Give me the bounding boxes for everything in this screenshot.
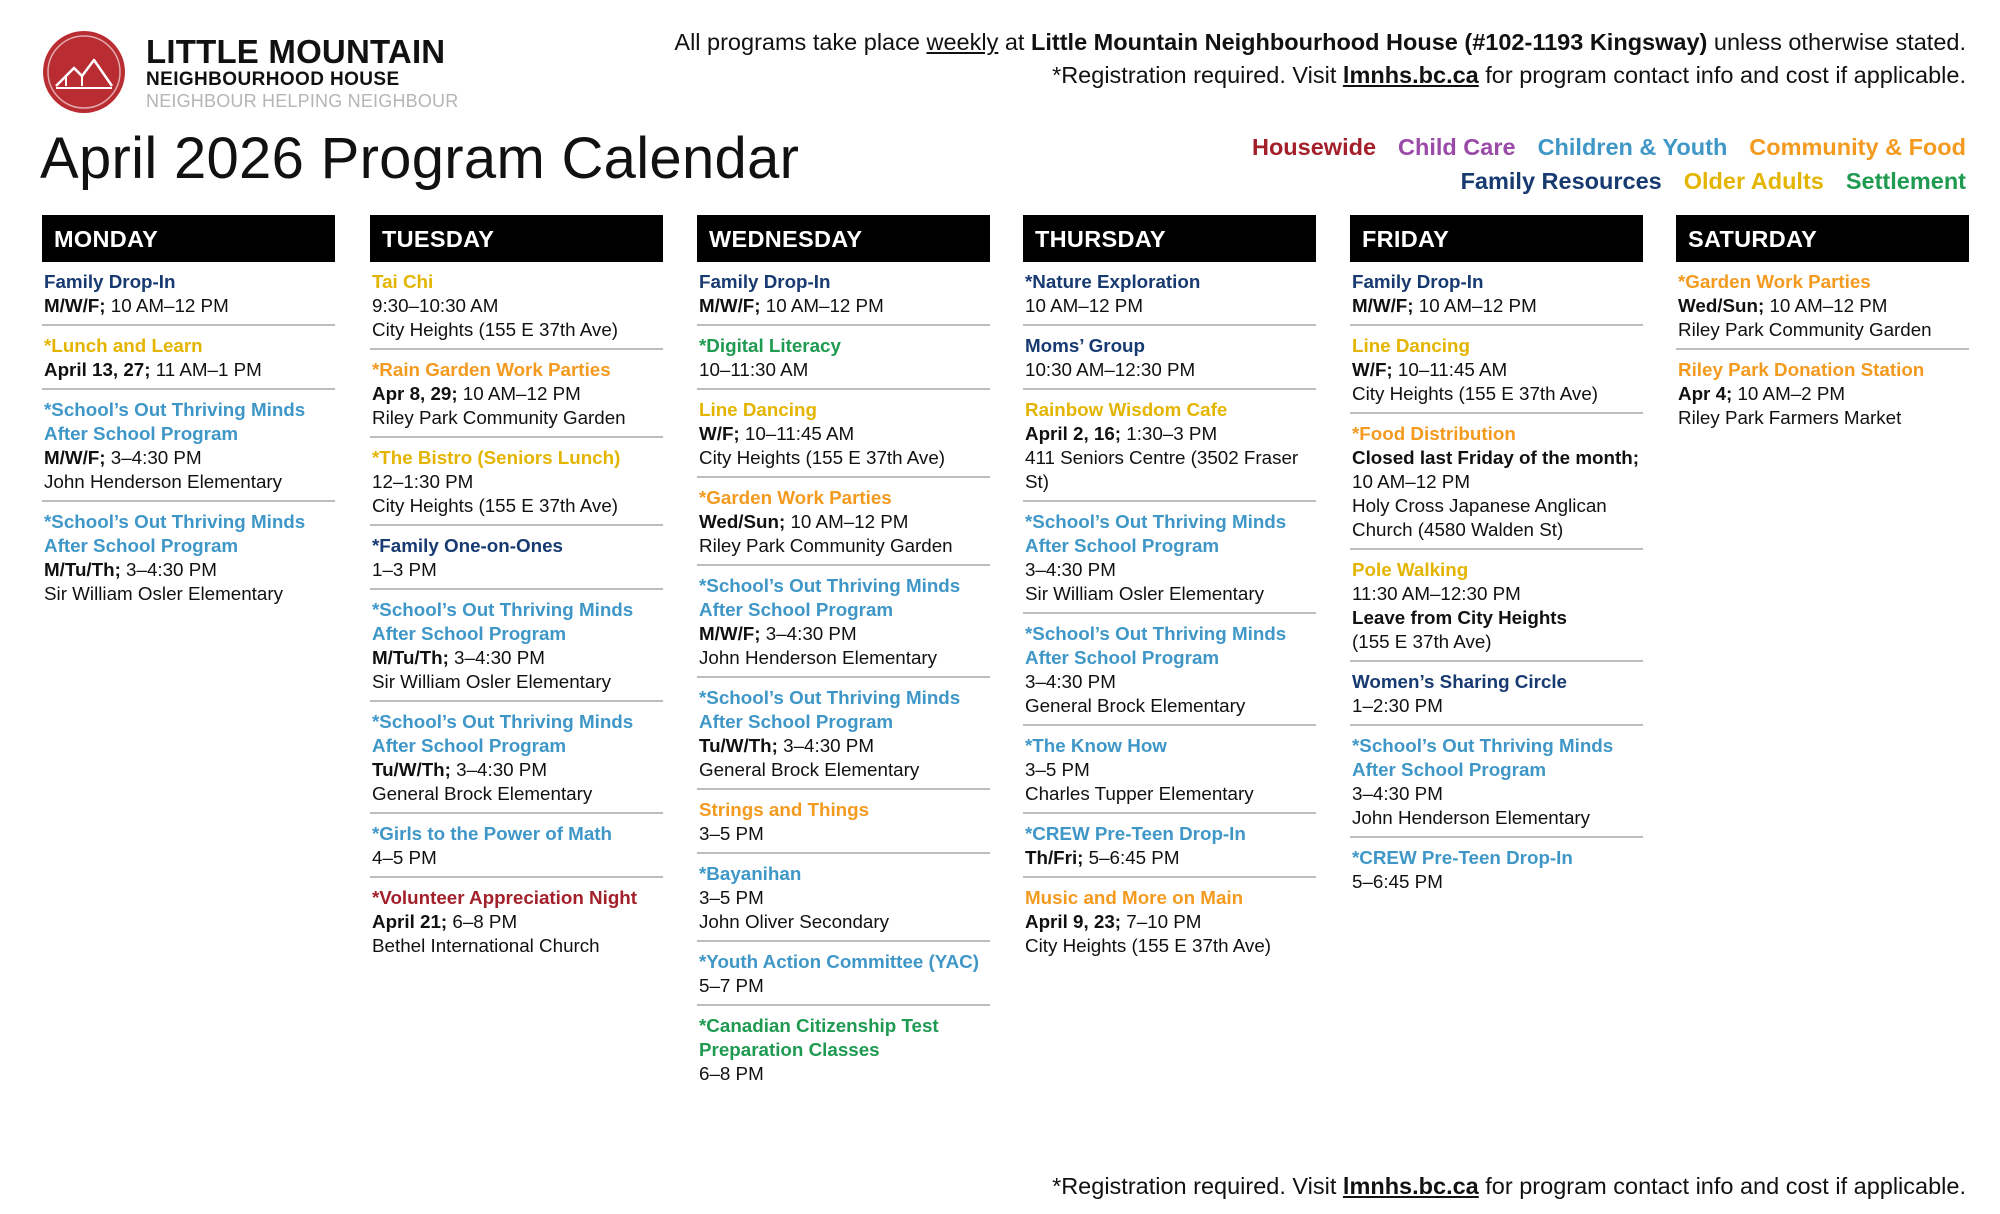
program-entry [1350,414,1643,550]
notice-text: *Registration required. Visit [1052,1173,1343,1199]
program-title: *Digital Literacy [699,335,841,356]
program-title: *Canadian Citizenship Test Preparation Classes [699,1015,939,1060]
program-entry [1023,326,1316,390]
program-time: 3–4:30 PM [448,647,545,668]
program-schedule [372,758,663,782]
program-title: *The Bistro (Seniors Lunch) [372,447,621,468]
program-entry [1023,390,1316,502]
program-time: 3–4:30 PM [105,447,202,468]
program-entry [42,390,335,502]
program-entry [370,814,663,878]
program-schedule [44,558,335,582]
program-entry [697,1006,990,1092]
program-days: M/W/F; [44,295,106,316]
program-title: Line Dancing [699,399,817,420]
program-days: Tu/W/Th; [372,759,451,780]
program-schedule [1352,294,1643,318]
legend-item: Children & Youth [1537,134,1728,160]
program-title: Pole Walking [1352,559,1469,580]
program-schedule [1025,558,1316,582]
program-entry [370,262,663,350]
program-entry [697,854,990,942]
program-schedule [1025,422,1316,446]
program-days: M/Tu/Th; [44,559,121,580]
notice-text: *Registration required. Visit [1052,62,1343,88]
notice-text: for program contact info and cost if applicable. [1478,62,1966,88]
program-days: Wed/Sun; [1678,295,1765,316]
program-time: 10–11:30 AM [699,359,809,380]
program-location: Sir William Osler Elementary [1025,583,1264,604]
program-schedule [699,358,990,382]
program-time: 5–6:45 PM [1083,847,1180,868]
program-time: 3–4:30 PM [760,623,857,644]
day-header: MONDAY [42,215,335,262]
program-time: 5–6:45 PM [1352,871,1443,892]
program-time: 10 AM–12 PM [785,511,909,532]
program-title: *School’s Out Thriving Minds After School Program [699,575,961,620]
program-title: *The Know How [1025,735,1167,756]
program-schedule [372,294,663,318]
program-schedule [372,646,663,670]
program-title: *School’s Out Thriving Minds After School Program [44,399,306,444]
program-schedule [372,846,663,870]
program-time: 10 AM–12 PM [1025,295,1143,316]
program-title: *Lunch and Learn [44,335,203,356]
program-days: M/W/F; [1352,295,1414,316]
location-notice [674,26,1966,58]
program-time: 3–5 PM [1025,759,1090,780]
program-title: *School’s Out Thriving Minds After School Program [1352,735,1614,780]
program-title: *Family One-on-Ones [372,535,563,556]
program-schedule [1352,694,1643,718]
program-entry [697,326,990,390]
day-header: SATURDAY [1676,215,1969,262]
org-name-line2: NEIGHBOURHOOD HOUSE [146,69,400,90]
notice-weekly: weekly [926,29,999,55]
program-entry [1676,262,1969,350]
program-entry [370,878,663,964]
program-schedule [699,886,990,910]
program-schedule [44,358,335,382]
program-schedule [44,446,335,470]
legend-item: Community & Food [1749,134,1966,160]
program-entry [1023,878,1316,964]
program-days: Apr 4; [1678,383,1733,404]
program-time: 10 AM–12 PM [1352,471,1470,492]
program-time: 1–2:30 PM [1352,695,1443,716]
org-tagline: NEIGHBOUR HELPING NEIGHBOUR [146,91,459,111]
program-time: 12–1:30 PM [372,471,474,492]
program-schedule [1352,446,1643,494]
program-title: Family Drop-In [699,271,831,292]
program-location: John Henderson Elementary [44,471,283,492]
program-title: *Bayanihan [699,863,802,884]
program-days: Tu/W/Th; [699,735,778,756]
program-entry [697,478,990,566]
program-title: Music and More on Main [1025,887,1244,908]
legend-row [1066,164,1966,198]
program-entry [1676,350,1969,436]
program-days: April 9, 23; [1025,911,1122,932]
program-title: Women’s Sharing Circle [1352,671,1567,692]
program-days: W/F; [1352,359,1393,380]
program-entry [1023,502,1316,614]
program-schedule [699,294,990,318]
program-title: Family Drop-In [44,271,176,292]
program-location: (155 E 37th Ave) [1352,631,1492,652]
program-location: Riley Park Community Garden [1678,319,1932,340]
program-days: Closed last Friday of the month; [1352,447,1639,468]
program-entry [370,590,663,702]
website-link[interactable]: lmnhs.bc.ca [1342,1173,1479,1199]
program-time: 7–10 PM [1121,911,1202,932]
notice-text: All programs take place [674,29,927,55]
program-location: Bethel International Church [372,935,600,956]
program-days: W/F; [699,423,740,444]
legend-item: Child Care [1398,134,1516,160]
program-time: 6–8 PM [447,911,518,932]
program-schedule [1352,358,1643,382]
program-location: City Heights (155 E 37th Ave) [1352,383,1599,404]
program-days: April 2, 16; [1025,423,1122,444]
column-wednesday [697,215,990,1092]
program-schedule [1025,846,1316,870]
program-time: 10 AM–12 PM [1413,295,1537,316]
day-header: FRIDAY [1350,215,1643,262]
program-entry [1023,614,1316,726]
program-time: 4–5 PM [372,847,437,868]
program-title: Family Drop-In [1352,271,1484,292]
program-location: General Brock Elementary [372,783,593,804]
program-title: *CREW Pre-Teen Drop-In [1352,847,1573,868]
program-title: Tai Chi [372,271,434,292]
program-location: General Brock Elementary [1025,695,1246,716]
program-schedule [1025,910,1316,934]
legend-item: Settlement [1845,168,1966,194]
program-time: 10:30 AM–12:30 PM [1025,359,1196,380]
column-monday [42,215,335,612]
program-time: 10–11:45 AM [1392,359,1508,380]
program-location: Charles Tupper Elementary [1025,783,1254,804]
program-title: Riley Park Donation Station [1678,359,1925,380]
column-friday [1350,215,1643,900]
program-schedule [372,558,663,582]
program-location: Riley Park Farmers Market [1678,407,1902,428]
program-title: Line Dancing [1352,335,1470,356]
program-location: John Henderson Elementary [1352,807,1591,828]
program-location: Riley Park Community Garden [699,535,953,556]
program-time: 3–4:30 PM [120,559,217,580]
program-title: *School’s Out Thriving Minds After School Program [372,711,634,756]
program-location: City Heights (155 E 37th Ave) [372,319,619,340]
program-time: 10 AM–12 PM [760,295,884,316]
legend-item: Housewide [1251,134,1377,160]
program-entry [370,438,663,526]
program-time: 3–5 PM [699,823,764,844]
program-title: *School’s Out Thriving Minds After School Program [1025,623,1287,668]
program-days: M/W/F; [44,447,106,468]
program-title: *Food Distribution [1352,423,1516,444]
program-location: City Heights (155 E 37th Ave) [699,447,946,468]
program-time: 3–4:30 PM [1352,783,1443,804]
program-title: Rainbow Wisdom Cafe [1025,399,1228,420]
program-entry [1023,814,1316,878]
program-time: 3–4:30 PM [1025,559,1116,580]
footer-registration-notice [1052,1170,1966,1202]
program-time: 10–11:45 AM [739,423,855,444]
program-time: 1–3 PM [372,559,437,580]
program-schedule [1025,758,1316,782]
notice-text: unless otherwise stated. [1707,29,1966,55]
program-title: *Youth Action Committee (YAC) [699,951,979,972]
program-location: Riley Park Community Garden [372,407,626,428]
program-schedule [1352,782,1643,806]
program-time: 3–4:30 PM [450,759,547,780]
program-entry [697,566,990,678]
program-schedule [1025,294,1316,318]
program-time: 3–4:30 PM [777,735,874,756]
program-entry [1350,326,1643,414]
program-entry [1350,550,1643,662]
program-entry [370,702,663,814]
program-entry [697,942,990,1006]
org-name-line1: LITTLE MOUNTAIN [146,33,446,70]
program-days: M/W/F; [699,295,761,316]
program-entry [42,502,335,612]
program-entry [697,678,990,790]
program-location: Holy Cross Japanese Anglican Church (4580 Walden St) [1352,495,1607,540]
program-title: *School’s Out Thriving Minds After School Program [372,599,634,644]
program-time: 5–7 PM [699,975,764,996]
program-location: Sir William Osler Elementary [44,583,283,604]
program-schedule [699,422,990,446]
legend-item: Family Resources [1460,168,1662,194]
program-location: City Heights (155 E 37th Ave) [372,495,619,516]
program-location: 411 Seniors Centre (3502 Fraser St) [1025,447,1299,492]
program-title: *School’s Out Thriving Minds After School Program [1025,511,1287,556]
page-title: April 2026 Program Calendar [40,126,800,191]
program-entry [1023,726,1316,814]
notice-location: Little Mountain Neighbourhood House (#102-1193 Kingsway) [1031,29,1708,55]
program-title: *Girls to the Power of Math [372,823,613,844]
program-location: City Heights (155 E 37th Ave) [1025,935,1272,956]
program-days: April 21; [372,911,448,932]
program-schedule [1025,358,1316,382]
legend-item: Older Adults [1683,168,1824,194]
column-saturday [1676,215,1969,436]
program-schedule [372,470,663,494]
program-time: 10 AM–2 PM [1732,383,1846,404]
program-time: 11 AM–1 PM [150,359,262,380]
program-time: 9:30–10:30 AM [372,295,499,316]
website-link[interactable]: lmnhs.bc.ca [1342,62,1479,88]
org-name [146,34,466,112]
program-schedule [699,974,990,998]
program-title: *CREW Pre-Teen Drop-In [1025,823,1246,844]
program-title: *School’s Out Thriving Minds After School Program [44,511,306,556]
program-time: 11:30 AM–12:30 PM [1352,583,1521,604]
program-entry [370,526,663,590]
category-legend [1066,130,1966,198]
program-title: *Rain Garden Work Parties [372,359,611,380]
program-note: Leave from City Heights [1352,607,1567,628]
program-schedule [1025,670,1316,694]
column-tuesday [370,215,663,964]
program-schedule [372,910,663,934]
program-entry [1350,662,1643,726]
program-schedule [699,1062,990,1086]
program-title: *School’s Out Thriving Minds After School Program [699,687,961,732]
program-schedule [699,510,990,534]
program-days: M/W/F; [699,623,761,644]
legend-row [1066,130,1966,164]
notice-text: for program contact info and cost if applicable. [1478,1173,1966,1199]
program-entry [42,326,335,390]
program-entry [697,262,990,326]
program-schedule [1352,870,1643,894]
program-entry [370,350,663,438]
day-header: TUESDAY [370,215,663,262]
program-time: 10 AM–12 PM [105,295,229,316]
program-entry [697,790,990,854]
program-schedule [1352,582,1643,606]
program-days: Th/Fri; [1025,847,1084,868]
program-days: M/Tu/Th; [372,647,449,668]
program-entry [697,390,990,478]
program-location: Sir William Osler Elementary [372,671,611,692]
program-entry [1350,262,1643,326]
program-days: Wed/Sun; [699,511,786,532]
registration-notice [1052,59,1966,91]
program-schedule [1678,382,1969,406]
program-schedule [372,382,663,406]
program-schedule [44,294,335,318]
program-title: *Nature Exploration [1025,271,1201,292]
program-title: Strings and Things [699,799,870,820]
program-title: *Garden Work Parties [1678,271,1871,292]
program-time: 10 AM–12 PM [1764,295,1888,316]
notice-text: at [998,29,1031,55]
program-entry [1350,838,1643,900]
program-time: 1:30–3 PM [1121,423,1218,444]
program-entry [1350,726,1643,838]
program-time: 3–5 PM [699,887,764,908]
program-entry [1023,262,1316,326]
program-days: Apr 8, 29; [372,383,458,404]
program-schedule [699,822,990,846]
program-entry [42,262,335,326]
logo [42,30,126,114]
program-schedule [699,622,990,646]
program-location: John Oliver Secondary [699,911,889,932]
program-location: General Brock Elementary [699,759,920,780]
program-schedule [1678,294,1969,318]
program-time: 6–8 PM [699,1063,764,1084]
program-time: 3–4:30 PM [1025,671,1116,692]
program-time: 10 AM–12 PM [457,383,581,404]
program-title: *Volunteer Appreciation Night [372,887,638,908]
column-thursday [1023,215,1316,964]
day-header: THURSDAY [1023,215,1316,262]
program-title: Moms’ Group [1025,335,1145,356]
program-days: April 13, 27; [44,359,151,380]
day-header: WEDNESDAY [697,215,990,262]
program-schedule [699,734,990,758]
program-title: *Garden Work Parties [699,487,892,508]
program-location: John Henderson Elementary [699,647,938,668]
